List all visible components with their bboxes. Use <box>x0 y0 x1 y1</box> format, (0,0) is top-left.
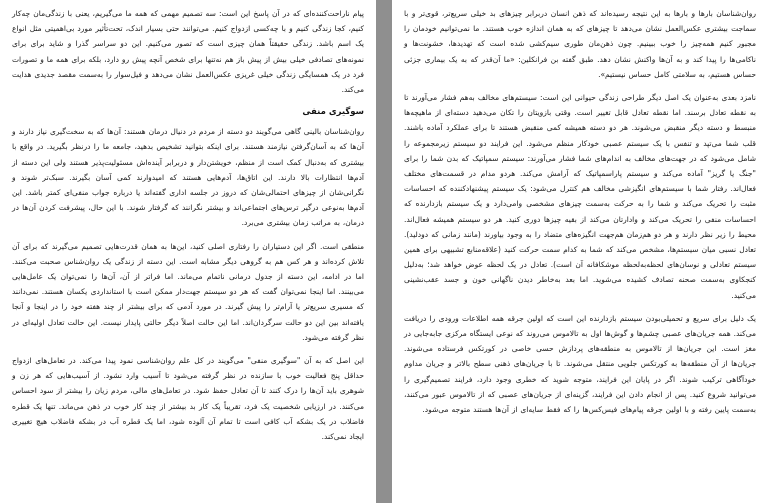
section-heading: سوگیری منفی <box>302 107 364 118</box>
left-page <box>0 0 376 503</box>
right-paragraph-2: نامزد بعدی به‌عنوان یک اصل دیگر طراحی زندگی حیوانی این است: سیستم‌های مخالف به‌هم فشار می‌آورند تا به نقطه تعادل برسند. اما نقطه تعادل قابل تغییر است. وقتی بازویتان را تکان می‌دهید دسته‌ای از ماهیچه‌ها منبسط و دسته دیگر منقبض می‌شوند. هر دو دسته همیشه کمی منقبض هستند تا برای عملکرد آماده باشند. قلب شما می‌تپد و تنفس با یک سیستم عصبی خودکار منظم می‌شود. این فرایند دو سیستم زیرمجموعه را شامل می‌شود که در جهت‌های مخالف به اندام‌های شما فشار می‌آورند: سیستم سمپاتیک که بدن شما را برای "جنگ یا گریز" آماده می‌کند و سیستم پاراسمپاتیک که آرامش می‌کند. هردو مدام در قسمت‌های مختلف فعال‌اند. رفتار شما با سیستم‌های انگیزشی مخالف هم کنترل می‌شود: یک سیستم پیشنهادکننده که احساسات مثبت را تحریک می‌کند و شما را به حرکت به‌سمت چیزهای مشخصی وامی‌دارد و یک سیستم بازدارنده که احساسات منفی را تحریک می‌کند و وادارتان می‌کند از بقیه چیزها دوری کنید. هر دو سیستم همیشه فعال‌اند. محیط را زیر نظر دارند و هر دو هم‌زمان هم‌جهت انگیزه‌های متضاد را به وجود بیاورند (مانند زمانی که دودلید). تعادل نسبی میان سیستم‌ها، مشخص می‌کند که شما به کدام سمت حرکت کنید (علاقه‌منابع تشبیهی برای همین سیستم تعادلی و نوسان‌های لحظه‌به‌لحظه موشکافانه آن است). تعادل در یک لحظه عوض خواهد شد؛ به‌دلیل کنجکاوی به‌سمت صحنه تصادف کشیده می‌شوید. اما بعد به‌خاطر دیدن ناگهانی خون و جسد عقب‌نشینی می‌کنید. <box>404 93 756 300</box>
left-paragraph-3: منطقی است. اگر این دستیاران را رفتاری اصلی کنید، این‌ها به همان قدرت‌هایی تصمیم می‌گیرند که برای آن تلاش کرده‌اند و هر کس هم به گروهی دیگر مشابه است. این دسته از زندگی یک روان‌شناس صحبت می‌کنند. اما در ادامه، این دسته از جدول درمانی ناتمام می‌ماند. اما فراتر از آن، آن‌ها را نمی‌توان یک عامل‌هایی می‌بینند. اما اینجا نمی‌توان گفت که هر دو سیستم جهت‌دار ممکن است با استانداردی یکسان هستند. نمی‌دانند که مسیری سریع‌تر یا آرام‌تر را پیش گیرند. در مورد آدمی که برای بیشتر از چند هفته خود را در اینجا و آنجا یافته‌اند بین این دو حالت سرگردان‌اند. اما این حالت اصلاً دیگر حالتی پایدار نیست. این حالت تعادل اولیه‌ای در نظر گرفته می‌شود. <box>12 241 364 342</box>
right-page <box>392 0 768 503</box>
page-gutter <box>376 0 392 503</box>
left-paragraph-2: روان‌شناسان بالینی گاهی می‌گویند دو دسته از مردم در دنیال درمان هستند: آن‌ها که به سخت‌گیری نیاز دارند و آن‌ها که به آسان‌گرفتن نیازمند هستند. برای اینکه بتوانید تشخیص بدهید، جامعه ما را درنظر بگیرید. در واقع با بیشتری که به‌دنبال کمک است از منظم، خویشتن‌دار و دربرابر آینده‌اش مسئولیت‌پذیر هستند ولی این دسته از آدم‌ها انتظارات بالا دارند. این اتاق‌ها، آدم‌هایی هستند که امیدوارند کمی آسان بگیرند. سبک‌تر شوند و نگرانی‌شان از چیزهای احتمالی‌شان که دروز در جلسه اداری گفته‌اند یا درباره جواب منفی‌ای کمتر باشد. این آدم‌ها به‌نوعی درگیر ترس‌های اجتماعی‌اند و بیشتر نگرانند که گرفتار شوند. با این حال، پیشرفت کردن آن‌ها در درمان، به مراتب زمان بیشتری می‌برد. <box>12 127 364 228</box>
left-paragraph-4: این اصل که به آن "سوگیری منفی" می‌گویند در کل علم روان‌شناسی نمود پیدا می‌کند. در تعامل‌های ازدواج حداقل پنج فعالیت خوب با سازنده در نظر گرفته می‌شود تا آسیب وارد نشود. از آسیب‌هایی که هر زن و شوهری باید آن‌ها را درک کنند تا آن تعادل حفظ شود. در تعامل‌های مالی، مردم زیان را بیشتر از سود احساس می‌کنند. در ارزیابی شخصیت یک فرد، تقریباً یک کار بد بیشتر از چند کار خوب در ذهن می‌ماند. تنها یک قطره فاضلاب در یک بشکه آب کافی است تا تمام آن آلوده شود، اما یک قطره آب در بشکه فاضلاب هیچ تغییری ایجاد نمی‌کند. <box>12 356 364 442</box>
left-paragraph-1: پیام ناراحت‌کننده‌ای که در آن پاسخ این است: سه تصمیم مهمی که همه‌ ما می‌گیریم، یعنی با زندگی‌مان چه‌کار کنیم، کجا زندگی کنیم و با چه‌کسی ازدواج کنیم. می‌توانند حتی بسیار اندک، تحت‌تأثیر مورد بی‌اهمیتی مثل انواع یک اسم باشد. زندگی حقیقتاً همان چیزی است که تصور می‌کنیم. این دو سراسر گذرا و شاید برای برای نمونه‌های تصادفی خیلی بیش از پیش باز هم نه‌تنها برای شخص آنچه پیش رو دارد، بلکه برای همه‌ ما و تصورات فرد در یک همسایگی زندگی خیلی غریزی عکس‌العمل نشان می‌دهد و فیل‌سوار را به‌سمت مقصد جدیدی هدایت می‌کند. <box>12 9 364 95</box>
right-paragraph-3: یک دلیل برای سریع و تحمیلی‌بودن سیستم بازدارنده این است که اولین جرقه همه اطلاعات ورودی را دریافت می‌کند. همه جریان‌های عصبی چشم‌ها و گوش‌ها اول به تالاموس می‌روند که نوعی ایستگاه مرکزی جابه‌جایی در مغز است. این جریان‌ها از تالاموس به منطقه‌های پردازش حسی خاصی در کورتکس فرستاده می‌شوند. جریان‌ها از آن منطقه‌ها به کورتکس جلویی منتقل می‌شوند. تا با جریان‌های ذهنی سطح بالاتر و جریان مداوم خودآگاهی ترکیب شوند. اگر در پایان این فرایند، متوجه شوید که خطری وجود دارد، فرایند تصمیم‌گیری را می‌توانید شروع کنید. پس از انجام دادن این فرایند، گزینه‌ای از جریان‌های عصبی که از تالاموس عبور می‌کنند، به‌سمت پایین رفته و با اولین جرقه پیام‌های فیس‌کس‌ها را که فقط سایه‌ای از آن‌ها هستند متوجه می‌شود. <box>404 313 756 415</box>
right-paragraph-1: روان‌شناسان بارها و بارها به این نتیجه رسیده‌اند که ذهن انسان دربرابر چیزهای بد خیلی سریع‌تر، قوی‌تر و با سماجت بیشتری عکس‌العمل نشان می‌دهد تا چیزهای که به همان اندازه خوب هستند. ما نمی‌توانیم خودمان را مجبور کنیم همه‌چیز را خوب ببینیم. چون ذهن‌مان طوری سیم‌کشی شده است که تهدیدها، خشونت‌ها و ناکامی‌ها را پیدا کند و به آن‌ها واکنش نشان دهد. طبق گفته بن فرانکلین: «ما آن‌قدر که به یک بیماری جزئی حساس هستیم، به سلامتی کامل حساس نیستیم». <box>404 9 756 79</box>
